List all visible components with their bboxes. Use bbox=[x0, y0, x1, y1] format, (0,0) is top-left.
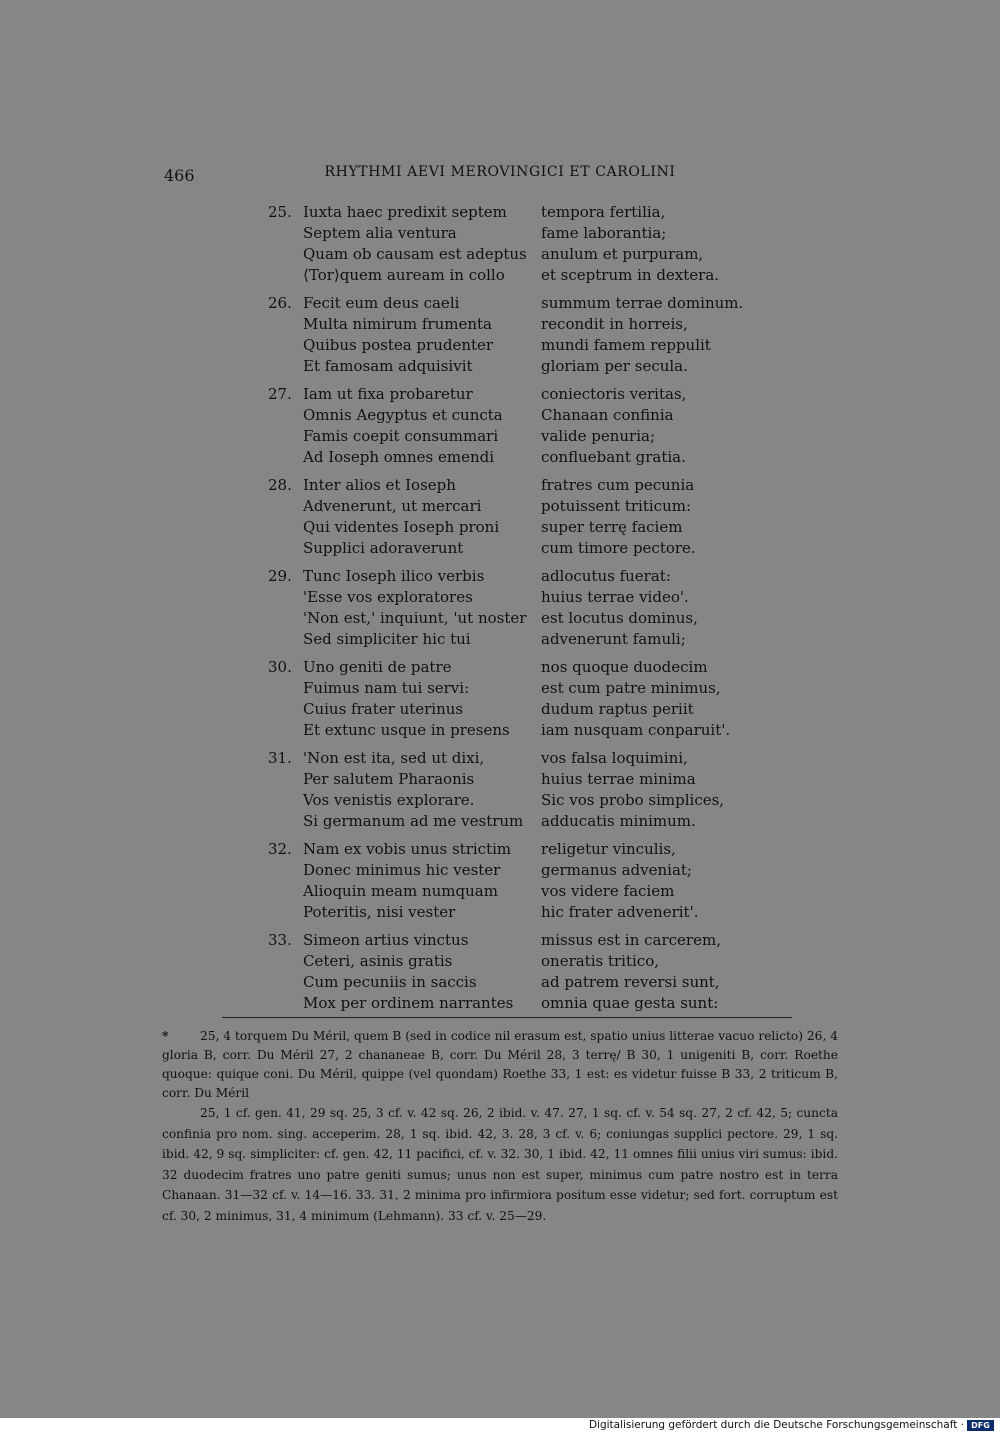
verse-line bbox=[268, 720, 788, 741]
verse-line bbox=[268, 405, 788, 426]
verse-line bbox=[268, 657, 788, 678]
verse-first-half: Alioquin meam numquam bbox=[303, 882, 498, 900]
verse-line bbox=[268, 426, 788, 447]
verse-line bbox=[268, 608, 788, 629]
verse-line bbox=[268, 951, 788, 972]
verse-second-half: dudum raptus periit bbox=[541, 700, 694, 718]
verse-first-half: Ceteri, asinis gratis bbox=[303, 952, 453, 970]
stanza-number: 32. bbox=[268, 840, 292, 858]
verse-second-half: religetur vinculis, bbox=[541, 840, 676, 858]
stanza bbox=[268, 839, 788, 923]
verse-first-half: Cuius frater uterinus bbox=[303, 700, 464, 718]
verse-line bbox=[268, 314, 788, 335]
source-notes-text: 25, 1 cf. gen. 41, 29 sq. 25, 3 cf. v. 42 sq. 26, 2 ibid. v. 47. 27, 1 sq. cf. v. 54 sq. 27, 2 cf. 42, 5; cuncta confinia pro nom. sing. acceperim. 28, 1 sq. ibid. 42, 3. 28, 3 cf. v. 6; coniungas supplici pectore. 29, 1 sq. ibid. 42, 9 sq. simpliciter: cf. gen. 42, 11 pacifici, cf. v. 32. 30, 1 ibid. 42, 11 omnes filii unius viri sumus: ibid. 32 duodecim fratres uno patre geniti sumus; unus non est super, minimus cum patre nostro est in terra Chanaan. 31—32 cf. v. 14—16. 33. 31, 2 minima pro infirmiora positum esse videtur; sed fort. corruptum est cf. 30, 2 minimus, 31, 4 minimum (Lehmann). 33 cf. v. 25—29. bbox=[162, 1106, 838, 1223]
verse-second-half: et sceptrum in dextera. bbox=[541, 266, 720, 284]
stanza bbox=[268, 566, 788, 650]
verse-line bbox=[268, 811, 788, 832]
stanza bbox=[268, 748, 788, 832]
verse-first-half: Multa nimirum frumenta bbox=[303, 315, 492, 333]
verse-line bbox=[268, 860, 788, 881]
verse-line bbox=[268, 566, 788, 587]
stanza bbox=[268, 293, 788, 377]
verse-second-half: iam nusquam conparuit'. bbox=[541, 721, 731, 739]
stanza-number: 29. bbox=[268, 567, 292, 585]
critical-apparatus bbox=[162, 1027, 838, 1103]
stanza-number: 30. bbox=[268, 658, 292, 676]
verse-first-half: Omnis Aegyptus et cuncta bbox=[303, 406, 503, 424]
verse-first-half: Si germanum ad me vestrum bbox=[303, 812, 524, 830]
verse-first-half: 'Esse vos exploratores bbox=[303, 588, 473, 606]
verse-second-half: gloriam per secula. bbox=[541, 357, 688, 375]
verse-line bbox=[268, 538, 788, 559]
verse-second-half: super terrę faciem bbox=[541, 518, 683, 536]
dfg-logo: DFG bbox=[967, 1420, 994, 1431]
verse-first-half: Famis coepit consummari bbox=[303, 427, 499, 445]
verse-first-half: Iuxta haec predixit septem bbox=[303, 203, 507, 221]
stanza bbox=[268, 384, 788, 468]
verse-first-half: Poteritis, nisi vester bbox=[303, 903, 456, 921]
verse-line bbox=[268, 629, 788, 650]
verse-first-half: Vos venistis explorare. bbox=[303, 791, 475, 809]
verse-line bbox=[268, 447, 788, 468]
verse-second-half: huius terrae minima bbox=[541, 770, 696, 788]
verse-line bbox=[268, 587, 788, 608]
verse-line bbox=[268, 202, 788, 223]
verse-second-half: omnia quae gesta sunt: bbox=[541, 994, 719, 1012]
verse-first-half: Quibus postea prudenter bbox=[303, 336, 494, 354]
verse-first-half: Septem alia ventura bbox=[303, 224, 457, 242]
verse-line bbox=[268, 839, 788, 860]
stanza-number: 26. bbox=[268, 294, 292, 312]
verse-first-half: Ad Ioseph omnes emendi bbox=[303, 448, 495, 466]
verse-line bbox=[268, 678, 788, 699]
verse-line bbox=[268, 517, 788, 538]
verse-line bbox=[268, 748, 788, 769]
verse-second-half: est cum patre minimus, bbox=[541, 679, 721, 697]
verse-first-half: Fuimus nam tui servi: bbox=[303, 679, 470, 697]
stanza bbox=[268, 475, 788, 559]
verse-second-half: recondit in horreis, bbox=[541, 315, 688, 333]
apparatus-text: 25, 4 torquem Du Méril, quem B (sed in codice nil erasum est, spatio unius litterae vacuo relicto) 26, 4 gloria B, corr. Du Méril 27, 2 chananeae B, corr. Du Méril 28, 3 terrę/ B 30, 1 unigeniti B, corr. Roethe quoque: quique coni. Du Méril, quippe (vel quondam) Roethe 33, 1 est: es videtur fuisse B 33, 2 triticum B, corr. Du Méril bbox=[162, 1029, 838, 1100]
verse-second-half: coniectoris veritas, bbox=[541, 385, 687, 403]
verse-first-half: Supplici adoraverunt bbox=[303, 539, 464, 557]
stanza-number: 31. bbox=[268, 749, 292, 767]
verse-first-half: Per salutem Pharaonis bbox=[303, 770, 475, 788]
verse-line bbox=[268, 790, 788, 811]
verse-second-half: fratres cum pecunia bbox=[541, 476, 695, 494]
verse-second-half: fame laborantia; bbox=[541, 224, 667, 242]
stanza bbox=[268, 930, 788, 1014]
verse-first-half: Nam ex vobis unus strictim bbox=[303, 840, 512, 858]
verse-first-half: 'Non est,' inquiunt, 'ut noster bbox=[303, 609, 527, 627]
verse-first-half: Et extunc usque in presens bbox=[303, 721, 510, 739]
verse-line bbox=[268, 769, 788, 790]
verse-second-half: germanus adveniat; bbox=[541, 861, 692, 879]
verse-first-half: Tunc Ioseph ilico verbis bbox=[303, 567, 485, 585]
verse-line bbox=[268, 475, 788, 496]
verse-first-half: Qui videntes Ioseph proni bbox=[303, 518, 500, 536]
verse-second-half: hic frater advenerit'. bbox=[541, 903, 699, 921]
verse-second-half: summum terrae dominum. bbox=[541, 294, 744, 312]
verse-line bbox=[268, 881, 788, 902]
verse-first-half: 'Non est ita, sed ut dixi, bbox=[303, 749, 485, 767]
verse-line bbox=[268, 930, 788, 951]
verse-first-half: Donec minimus hic vester bbox=[303, 861, 501, 879]
verse-second-half: est locutus dominus, bbox=[541, 609, 698, 627]
verse-second-half: adlocutus fuerat: bbox=[541, 567, 671, 585]
verse-second-half: vos falsa loquimini, bbox=[541, 749, 688, 767]
verse-line bbox=[268, 223, 788, 244]
verse-first-half: Iam ut fixa probaretur bbox=[303, 385, 473, 403]
verse-second-half: tempora fertilia, bbox=[541, 203, 666, 221]
verse-first-half: Cum pecuniis in saccis bbox=[303, 973, 477, 991]
poem-text bbox=[268, 202, 788, 1021]
verse-second-half: oneratis tritico, bbox=[541, 952, 659, 970]
verse-line bbox=[268, 496, 788, 517]
verse-line bbox=[268, 293, 788, 314]
verse-line bbox=[268, 699, 788, 720]
verse-second-half: cum timore pectore. bbox=[541, 539, 696, 557]
verse-first-half: Et famosam adquisivit bbox=[303, 357, 473, 375]
verse-second-half: vos videre faciem bbox=[541, 882, 675, 900]
page-number: 466 bbox=[164, 166, 195, 185]
stanza bbox=[268, 657, 788, 741]
verse-first-half: Inter alios et Ioseph bbox=[303, 476, 456, 494]
verse-first-half: Advenerunt, ut mercari bbox=[303, 497, 482, 515]
verse-first-half: ⟨Tor⟩quem auream in collo bbox=[303, 266, 505, 284]
verse-line bbox=[268, 265, 788, 286]
footnote-marker: * bbox=[162, 1029, 169, 1043]
stanza-number: 27. bbox=[268, 385, 292, 403]
stanza-number: 25. bbox=[268, 203, 292, 221]
verse-first-half: Fecit eum deus caeli bbox=[303, 294, 460, 312]
verse-line bbox=[268, 972, 788, 993]
verse-second-half: valide penuria; bbox=[541, 427, 656, 445]
verse-line bbox=[268, 244, 788, 265]
verse-second-half: adducatis minimum. bbox=[541, 812, 696, 830]
verse-line bbox=[268, 384, 788, 405]
verse-second-half: Chanaan confinia bbox=[541, 406, 674, 424]
verse-line bbox=[268, 356, 788, 377]
footnote-divider bbox=[222, 1017, 792, 1018]
running-title: RHYTHMI AEVI MEROVINGICI ET CAROLINI bbox=[324, 164, 676, 180]
verse-first-half: Simeon artius vinctus bbox=[303, 931, 469, 949]
verse-second-half: ad patrem reversi sunt, bbox=[541, 973, 720, 991]
verse-second-half: potuissent triticum: bbox=[541, 497, 692, 515]
footer-bar bbox=[0, 1418, 1000, 1434]
verse-second-half: missus est in carcerem, bbox=[541, 931, 721, 949]
stanza bbox=[268, 202, 788, 286]
verse-first-half: Quam ob causam est adeptus bbox=[303, 245, 527, 263]
verse-second-half: advenerunt famuli; bbox=[541, 630, 686, 648]
verse-second-half: nos quoque duodecim bbox=[541, 658, 708, 676]
source-notes bbox=[162, 1103, 838, 1226]
funding-notice: Digitalisierung gefördert durch die Deutsche Forschungsgemeinschaft · bbox=[588, 1419, 964, 1431]
verse-first-half: Uno geniti de patre bbox=[303, 658, 452, 676]
verse-second-half: huius terrae video'. bbox=[541, 588, 689, 606]
verse-second-half: anulum et purpuram, bbox=[541, 245, 704, 263]
verse-second-half: mundi famem reppulit bbox=[541, 336, 711, 354]
verse-line bbox=[268, 335, 788, 356]
stanza-number: 28. bbox=[268, 476, 292, 494]
verse-first-half: Mox per ordinem narrantes bbox=[303, 994, 514, 1012]
stanza-number: 33. bbox=[268, 931, 292, 949]
verse-first-half: Sed simpliciter hic tui bbox=[303, 630, 471, 648]
verse-line bbox=[268, 902, 788, 923]
verse-line bbox=[268, 993, 788, 1014]
verse-second-half: Sic vos probo simplices, bbox=[541, 791, 725, 809]
verse-second-half: confluebant gratia. bbox=[541, 448, 686, 466]
